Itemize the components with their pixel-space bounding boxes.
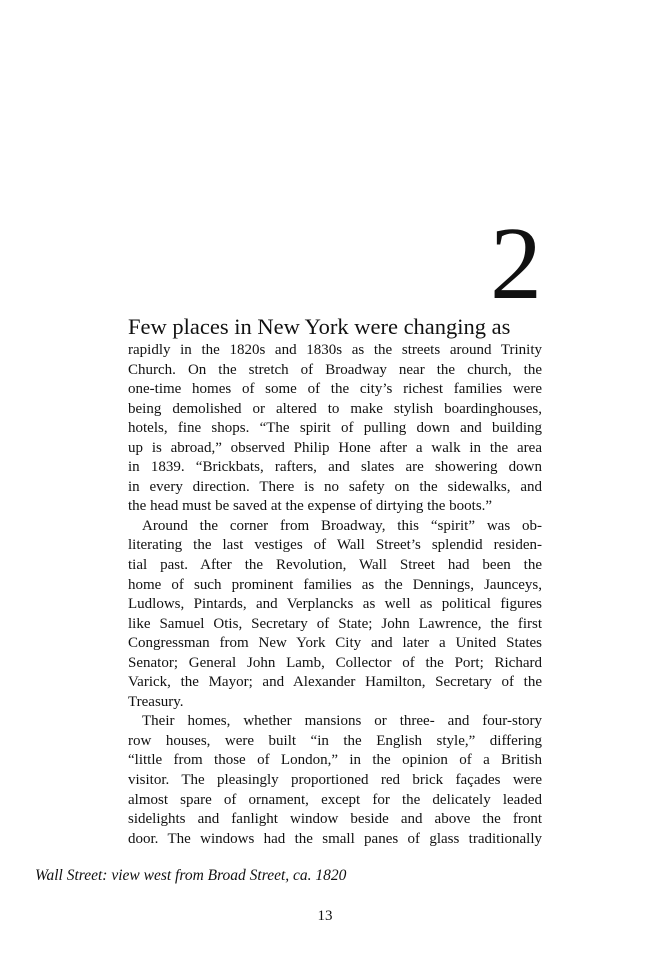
- text-line: being demolished or altered to make stylish boardinghouses,: [128, 400, 542, 417]
- paragraph-2: [128, 517, 542, 712]
- body-text: [128, 312, 542, 849]
- text-line: Their homes, whether mansions or three- and four-story: [142, 713, 542, 730]
- text-line: rapidly in the 1820s and 1830s as the streets around Trinity: [128, 342, 542, 358]
- text-line: Senator; General John Lamb, Collector of the Port; Richard: [128, 654, 542, 671]
- text-line: Treasury.: [128, 693, 184, 710]
- chapter-number: 2: [490, 206, 542, 321]
- text-line: up is abroad,” observed Philip Hone after a walk in the area: [128, 439, 542, 456]
- text-line: literating the last vestiges of Wall Street’s splendid residen-: [128, 537, 542, 554]
- text-line: home of such prominent families as the Dennings, Jaunceys,: [128, 576, 542, 593]
- lead-line: Few places in New York were changing as: [128, 314, 511, 339]
- page-number: 13: [317, 908, 333, 924]
- text-line: like Samuel Otis, Secretary of State; John Lawrence, the first: [128, 615, 542, 632]
- text-line: in every direction. There is no safety on the sidewalks, and: [128, 478, 542, 495]
- text-line: Church. On the stretch of Broadway near the church, the: [128, 361, 542, 378]
- text-line: hotels, fine shops. “The spirit of pulling down and building: [128, 420, 542, 437]
- text-line: Ludlows, Pintards, and Verplancks as well as political figures: [128, 596, 542, 613]
- text-line: sidelights and fanlight window beside and above the front: [128, 811, 542, 828]
- figure-caption: Wall Street: view west from Broad Street, ca. 1820: [35, 867, 347, 884]
- text-line: the head must be saved at the expense of dirtying the boots.”: [128, 498, 493, 515]
- text-line: Around the corner from Broadway, this “spirit” was ob-: [142, 517, 542, 534]
- text-line: door. The windows had the small panes of glass traditionally: [128, 830, 542, 847]
- text-line: in 1839. “Brickbats, rafters, and slates are showering down: [128, 459, 542, 476]
- text-line: almost spare of ornament, except for the delicately leaded: [128, 791, 542, 808]
- text-line: visitor. The pleasingly proportioned red brick façades were: [128, 772, 542, 789]
- text-line: Congressman from New York City and later a United States: [128, 635, 542, 652]
- text-line: tial past. After the Revolution, Wall Street had been the: [128, 557, 542, 574]
- text-line: Varick, the Mayor; and Alexander Hamilton, Secretary of the: [128, 674, 542, 691]
- text-line: row houses, were built “in the English style,” differing: [128, 732, 542, 749]
- paragraph-3: [128, 712, 542, 849]
- paragraph-1: [128, 341, 542, 517]
- text-line: “little from those of London,” in the opinion of a British: [128, 752, 542, 769]
- text-line: one-time homes of some of the city’s richest families were: [128, 381, 542, 398]
